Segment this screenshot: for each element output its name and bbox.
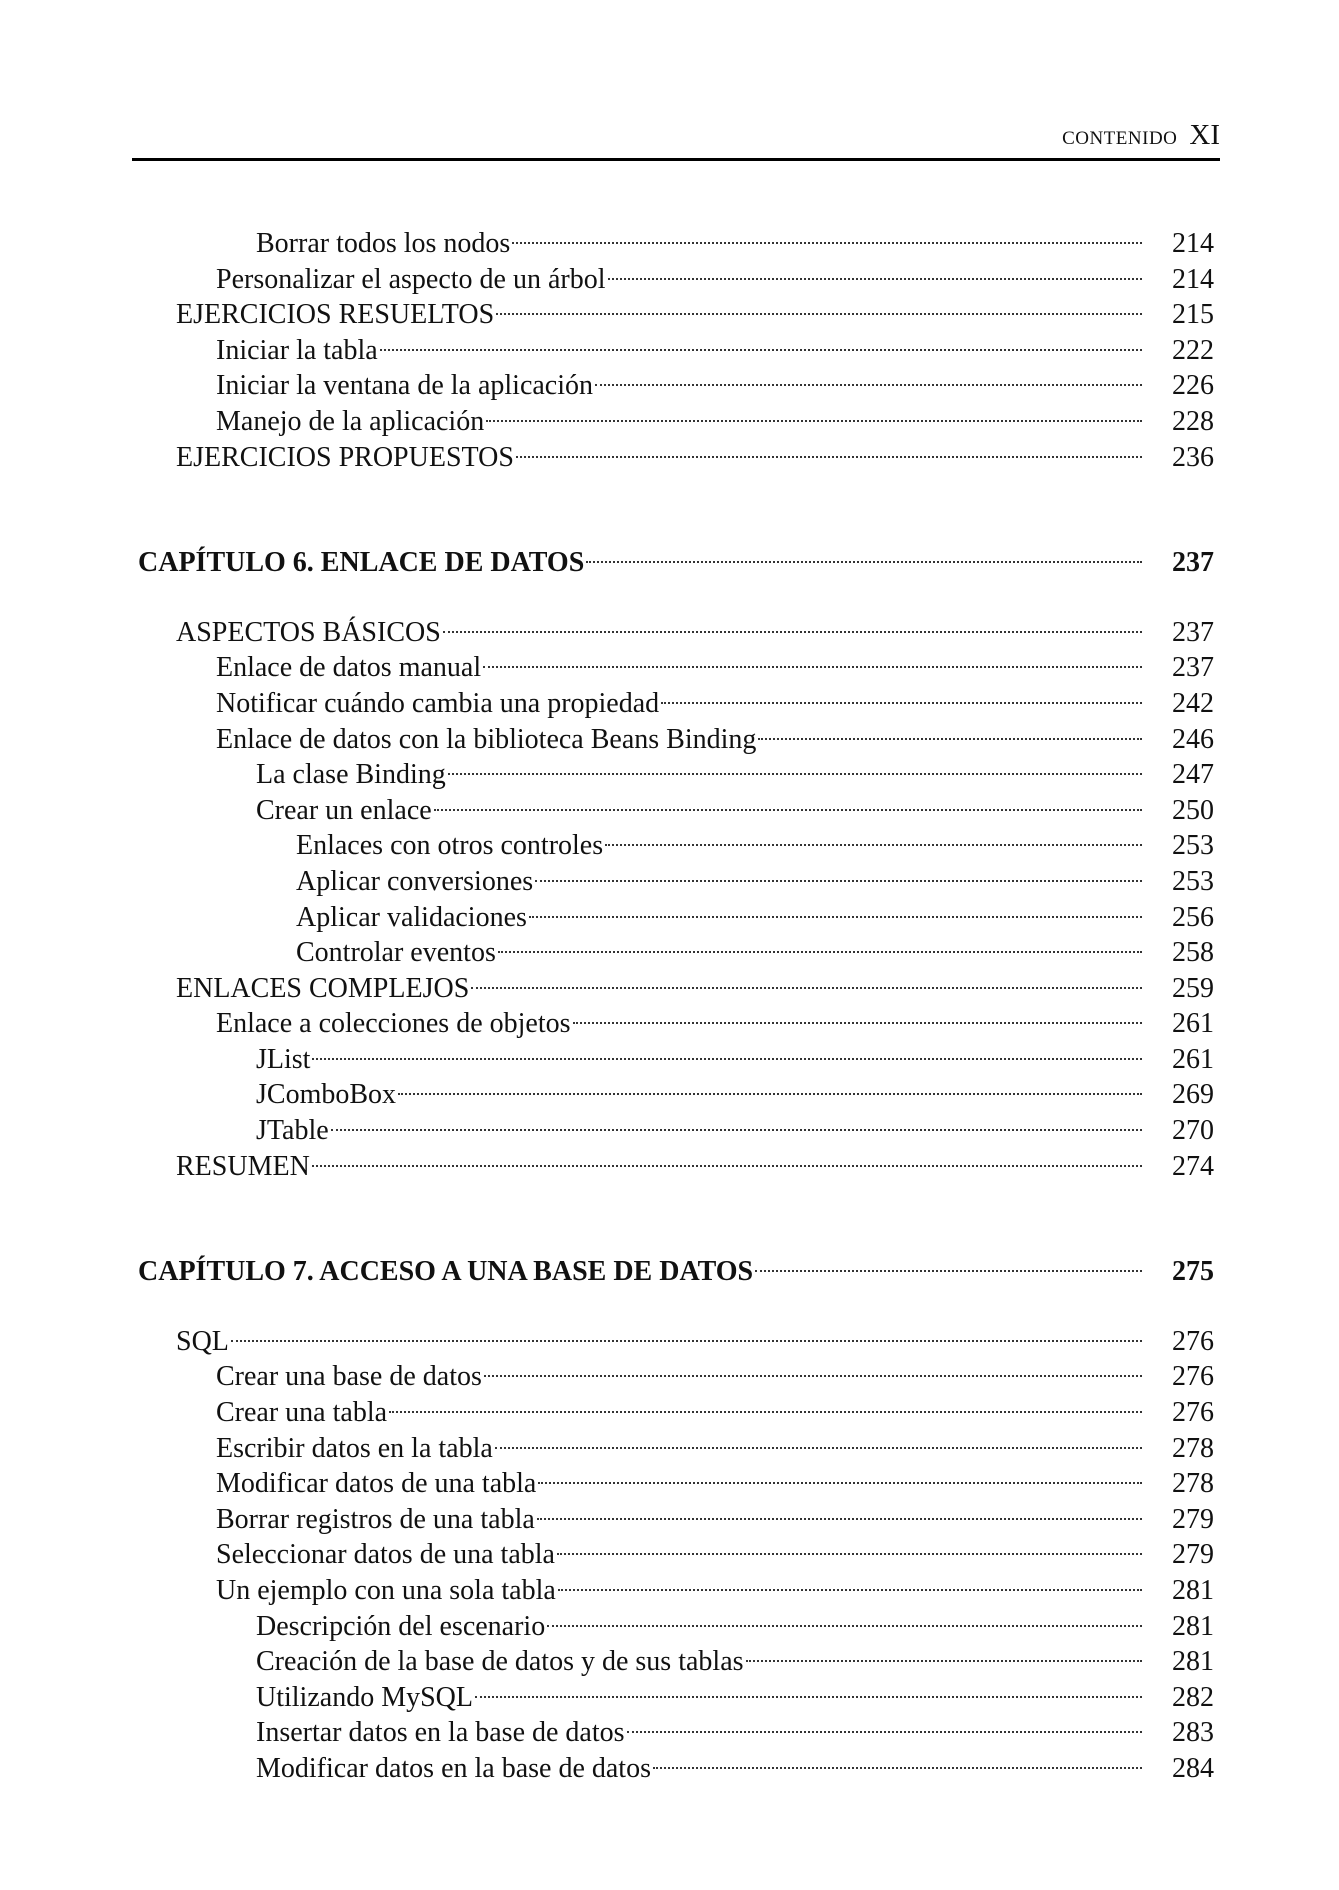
toc-entry-title: Aplicar validaciones <box>296 901 527 933</box>
toc-entry-title: Modificar datos de una tabla <box>216 1468 537 1500</box>
toc-entry <box>138 1751 1214 1787</box>
toc-entry <box>138 1042 1214 1078</box>
toc-entry <box>138 297 1214 333</box>
toc-entry-page-number: 278 <box>1172 1468 1214 1500</box>
toc-entry-title: JList <box>256 1043 311 1075</box>
toc-entry-page-number: 284 <box>1172 1752 1214 1784</box>
header-right <box>1062 119 1220 152</box>
toc-entry-title: EJERCICIOS RESUELTOS <box>176 299 495 331</box>
toc-entry-title: Creación de la base de datos y de sus tablas <box>256 1646 744 1678</box>
dot-leader <box>608 278 1142 280</box>
toc-entry <box>138 1502 1214 1538</box>
dot-leader <box>586 561 1142 563</box>
toc-entry-title: Crear una tabla <box>216 1397 388 1429</box>
toc-entry <box>138 864 1214 900</box>
toc-entry-title: Manejo de la aplicación <box>216 405 485 437</box>
toc-entry <box>138 226 1214 262</box>
toc-entry-title: Descripción del escenario <box>256 1610 546 1642</box>
dot-leader <box>483 666 1142 668</box>
toc-entry <box>138 1431 1214 1467</box>
toc-entry-page-number: 237 <box>1172 547 1214 579</box>
toc-entry <box>138 262 1214 298</box>
toc-entry-title: La clase Binding <box>256 759 446 791</box>
toc-entry <box>138 1644 1214 1680</box>
toc-entry-title: CAPÍTULO 6. ENLACE DE DATOS <box>138 547 585 579</box>
toc-entry <box>138 1006 1214 1042</box>
toc-entry <box>138 440 1214 476</box>
toc-entry-page-number: 276 <box>1172 1325 1214 1357</box>
toc-entry-title: Utilizando MySQL <box>256 1681 473 1713</box>
dot-leader <box>537 1518 1142 1520</box>
toc-entry-page-number: 242 <box>1172 687 1214 719</box>
toc-entry <box>138 1149 1214 1185</box>
dot-leader <box>389 1411 1142 1413</box>
dot-leader <box>434 809 1142 811</box>
toc-entry-title: Seleccionar datos de una tabla <box>216 1539 555 1571</box>
toc-entry-page-number: 237 <box>1172 652 1214 684</box>
toc-entry-title: Insertar datos en la base de datos <box>256 1717 625 1749</box>
toc-entry-page-number: 276 <box>1172 1397 1214 1429</box>
dot-leader <box>312 1058 1142 1060</box>
toc-entry-title: Crear un enlace <box>256 794 432 826</box>
dot-leader <box>661 702 1142 704</box>
toc-entry <box>138 1466 1214 1502</box>
toc-entry-title: Escribir datos en la tabla <box>216 1432 493 1464</box>
toc-entry-title: JTable <box>256 1115 329 1147</box>
dot-leader <box>312 1165 1142 1167</box>
dot-leader <box>653 1767 1142 1769</box>
toc-entry-page-number: 222 <box>1172 334 1214 366</box>
dot-leader <box>471 987 1142 989</box>
dot-leader <box>231 1340 1142 1342</box>
toc-entry-title: Aplicar conversiones <box>296 865 534 897</box>
dot-leader <box>496 313 1142 315</box>
toc-entry-page-number: 228 <box>1172 405 1214 437</box>
toc-entry <box>138 1609 1214 1645</box>
toc-entry-page-number: 279 <box>1172 1503 1214 1535</box>
dot-leader <box>448 773 1142 775</box>
dot-leader <box>755 1270 1142 1272</box>
page-folio: XI <box>1189 119 1220 151</box>
dot-leader <box>331 1129 1142 1131</box>
toc-entry-title: Iniciar la ventana de la aplicación <box>216 370 594 402</box>
toc-entry-page-number: 275 <box>1172 1256 1214 1288</box>
dot-leader <box>398 1093 1142 1095</box>
toc-entry <box>138 757 1214 793</box>
toc-entry-page-number: 215 <box>1172 299 1214 331</box>
toc-entry-page-number: 261 <box>1172 1008 1214 1040</box>
toc-entry <box>138 1395 1214 1431</box>
toc-entry-title: Iniciar la tabla <box>216 334 378 366</box>
toc-entry <box>138 1359 1214 1395</box>
toc-entry-page-number: 269 <box>1172 1079 1214 1111</box>
toc-entry <box>138 615 1214 651</box>
toc-entry <box>138 935 1214 971</box>
dot-leader <box>558 1589 1142 1591</box>
toc-entry-title: ENLACES COMPLEJOS <box>176 972 470 1004</box>
toc-entry-page-number: 278 <box>1172 1432 1214 1464</box>
dot-leader <box>758 738 1142 740</box>
dot-leader <box>475 1696 1142 1698</box>
toc-entry-page-number: 226 <box>1172 370 1214 402</box>
toc-entry-page-number: 214 <box>1172 228 1214 259</box>
table-of-contents <box>138 226 1214 1787</box>
dot-leader <box>486 420 1142 422</box>
running-header <box>132 119 1220 161</box>
toc-entry <box>138 971 1214 1007</box>
toc-entry-page-number: 250 <box>1172 794 1214 826</box>
toc-entry <box>138 368 1214 404</box>
toc-entry <box>138 1113 1214 1149</box>
toc-entry-title: CAPÍTULO 7. ACCESO A UNA BASE DE DATOS <box>138 1256 754 1288</box>
toc-entry <box>138 650 1214 686</box>
dot-leader <box>529 916 1142 918</box>
toc-entry-page-number: 237 <box>1172 616 1214 648</box>
toc-entry-page-number: 214 <box>1172 263 1214 295</box>
dot-leader <box>484 1375 1142 1377</box>
toc-chapter-entry <box>138 1254 1214 1290</box>
toc-entry-page-number: 253 <box>1172 865 1214 897</box>
toc-entry-page-number: 281 <box>1172 1610 1214 1642</box>
toc-entry-title: Un ejemplo con una sola tabla <box>216 1575 556 1606</box>
toc-entry-title: Enlace de datos con la biblioteca Beans Binding <box>216 723 757 755</box>
toc-entry <box>138 793 1214 829</box>
dot-leader <box>557 1553 1142 1555</box>
toc-entry-title: EJERCICIOS PROPUESTOS <box>176 441 514 473</box>
dot-leader <box>535 880 1142 882</box>
toc-entry-title: Borrar registros de una tabla <box>216 1503 535 1535</box>
toc-entry <box>138 828 1214 864</box>
toc-entry-title: JComboBox <box>256 1079 397 1111</box>
toc-entry-page-number: 261 <box>1172 1043 1214 1075</box>
toc-entry-page-number: 274 <box>1172 1150 1214 1182</box>
toc-entry-title: Borrar todos los nodos <box>256 228 511 259</box>
toc-entry-title: Controlar eventos <box>296 937 496 969</box>
dot-leader <box>547 1625 1142 1627</box>
toc-chapter-entry <box>138 545 1214 581</box>
toc-entry <box>138 1324 1214 1360</box>
dot-leader <box>573 1022 1143 1024</box>
toc-entry-page-number: 258 <box>1172 937 1214 969</box>
toc-entry <box>138 404 1214 440</box>
dot-leader <box>538 1482 1142 1484</box>
toc-entry-title: Enlaces con otros controles <box>296 830 604 862</box>
toc-entry <box>138 333 1214 369</box>
toc-entry-title: Crear una base de datos <box>216 1361 482 1393</box>
toc-entry-page-number: 253 <box>1172 830 1214 862</box>
dot-leader <box>495 1447 1142 1449</box>
toc-entry-page-number: 256 <box>1172 901 1214 933</box>
dot-leader <box>627 1731 1142 1733</box>
toc-entry-title: Enlace de datos manual <box>216 652 482 684</box>
toc-entry-page-number: 281 <box>1172 1575 1214 1606</box>
running-title: CONTENIDO <box>1062 128 1178 149</box>
dot-leader <box>498 951 1142 953</box>
toc-entry <box>138 1680 1214 1716</box>
dot-leader <box>380 349 1142 351</box>
toc-entry-page-number: 281 <box>1172 1646 1214 1678</box>
toc-entry-title: ASPECTOS BÁSICOS <box>176 616 441 648</box>
toc-entry-page-number: 270 <box>1172 1115 1214 1147</box>
toc-entry <box>138 1573 1214 1609</box>
toc-entry-page-number: 259 <box>1172 972 1214 1004</box>
dot-leader <box>605 844 1142 846</box>
toc-entry-page-number: 236 <box>1172 441 1214 473</box>
dot-leader <box>512 242 1142 244</box>
toc-entry-title: RESUMEN <box>176 1150 310 1182</box>
toc-entry-title: Enlace a colecciones de objetos <box>216 1008 571 1040</box>
dot-leader <box>443 631 1142 633</box>
toc-entry-title: Modificar datos en la base de datos <box>256 1752 651 1784</box>
toc-entry-title: SQL <box>176 1325 229 1357</box>
toc-entry-page-number: 276 <box>1172 1361 1214 1393</box>
toc-entry <box>138 900 1214 936</box>
toc-entry-page-number: 246 <box>1172 723 1214 755</box>
toc-entry <box>138 686 1214 722</box>
toc-entry <box>138 1537 1214 1573</box>
dot-leader <box>516 456 1142 458</box>
toc-entry <box>138 1077 1214 1113</box>
dot-leader <box>595 384 1142 386</box>
toc-entry-page-number: 282 <box>1172 1681 1214 1713</box>
toc-entry-page-number: 279 <box>1172 1539 1214 1571</box>
toc-entry <box>138 1715 1214 1751</box>
toc-entry-title: Notificar cuándo cambia una propiedad <box>216 687 660 719</box>
dot-leader <box>746 1660 1142 1662</box>
toc-entry-page-number: 247 <box>1172 759 1214 791</box>
toc-entry-page-number: 283 <box>1172 1717 1214 1749</box>
toc-entry-title: Personalizar el aspecto de un árbol <box>216 263 606 295</box>
toc-entry <box>138 722 1214 758</box>
